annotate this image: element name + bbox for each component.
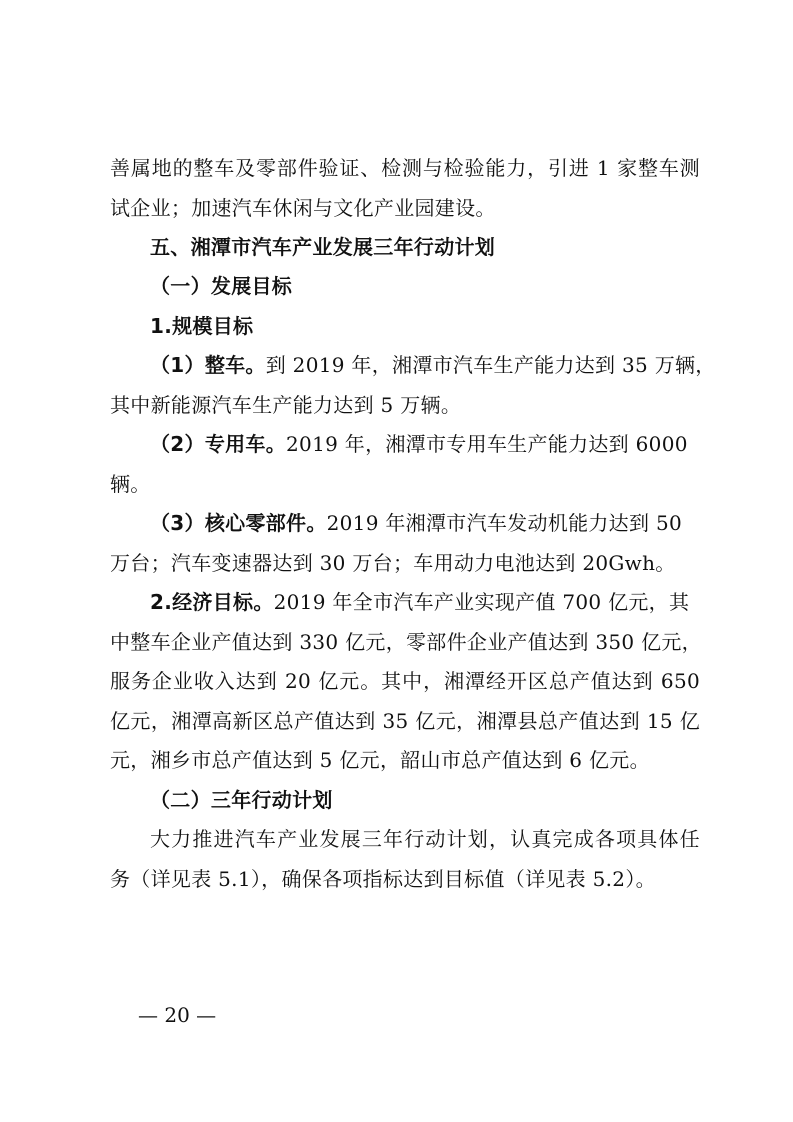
subsection-heading: （二）三年行动计划: [150, 788, 333, 812]
item-text: 万台；汽车变速器达到 30 万台；车用动力电池达到 20Gwh。: [110, 551, 676, 575]
econ-text: 元，湘乡市总产值达到 5 亿元，韶山市总产值达到 6 亿元。: [110, 748, 650, 772]
item-label: （1）整车。: [150, 353, 266, 377]
paragraph-text: 试企业；加速汽车休闲与文化产业园建设。: [110, 196, 496, 220]
item-text: 2019 年湘潭市汽车发动机能力达到 50: [326, 511, 682, 535]
paragraph-line: [150, 824, 700, 854]
item-text: 其中新能源汽车生产能力达到 5 万辆。: [110, 393, 462, 417]
item-line: [110, 469, 700, 499]
item-label: （2）专用车。: [150, 432, 287, 456]
paragraph-line: [110, 153, 700, 183]
econ-label: 2.经济目标。: [150, 590, 274, 614]
item-line: [150, 429, 700, 459]
econ-text: 服务企业收入达到 20 亿元。其中，湘潭经开区总产值达到 650: [110, 669, 700, 693]
paragraph-text: 善属地的整车及零部件验证、检测与检验能力，引进 1 家整车测: [110, 156, 700, 180]
item-line: [150, 508, 700, 538]
item-text: 2019 年，湘潭市专用车生产能力达到 6000: [286, 432, 688, 456]
item-text: 辆。: [110, 472, 151, 496]
section-heading: 五、湘潭市汽车产业发展三年行动计划: [150, 235, 496, 259]
econ-line: [110, 745, 700, 775]
subsubsection-heading: 1.规模目标: [150, 314, 254, 338]
econ-line: [110, 706, 700, 736]
item-text: 到 2019 年，湘潭市汽车生产能力达到 35 万辆，: [265, 353, 716, 377]
econ-line: [150, 587, 700, 617]
paragraph-line: [110, 864, 700, 894]
econ-line: [110, 666, 700, 696]
item-line: [110, 390, 700, 420]
econ-text: 亿元，湘潭高新区总产值达到 35 亿元，湘潭县总产值达到 15 亿: [110, 709, 700, 733]
econ-text: 中整车企业产值达到 330 亿元，零部件企业产值达到 350 亿元，: [110, 630, 702, 654]
item-line: [110, 548, 700, 578]
paragraph-text: 大力推进汽车产业发展三年行动计划，认真完成各项具体任: [150, 827, 700, 851]
page-number: — 20 —: [138, 1003, 217, 1027]
item-label: （3）核心零部件。: [150, 511, 327, 535]
subsection-heading: （一）发展目标: [150, 274, 293, 298]
econ-line: [110, 627, 700, 657]
item-line: [150, 350, 716, 380]
paragraph-line: [110, 193, 700, 223]
paragraph-text: 务（详见表 5.1），确保各项指标达到目标值（详见表 5.2）。: [110, 867, 656, 891]
econ-text: 2019 年全市汽车产业实现产值 700 亿元，其: [273, 590, 690, 614]
